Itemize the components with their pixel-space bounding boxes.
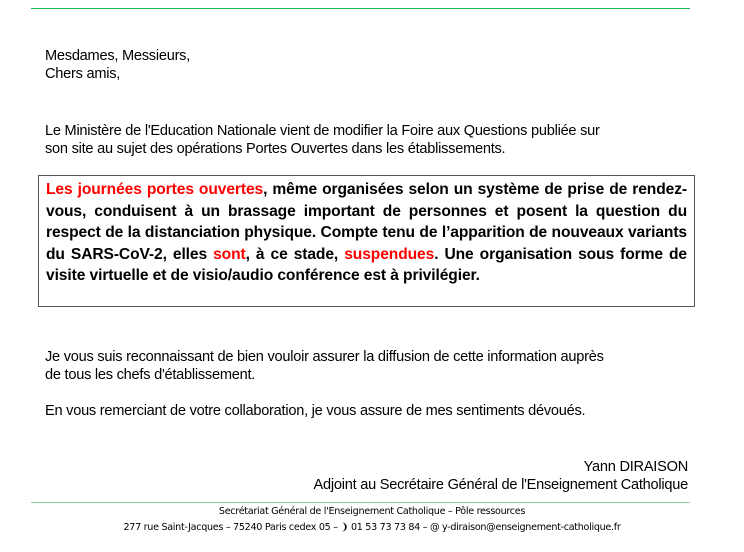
closing-paragraph: En vous remerciant de votre collaboration, je vous assure de mes sentiments dévoués. bbox=[45, 403, 586, 419]
intro-line: Le Ministère de l'Education Nationale vient de modifier la Foire aux Questions publiée sur bbox=[45, 123, 600, 139]
announcement-box bbox=[38, 175, 695, 307]
paragraph-line: Je vous suis reconnaissant de bien vouloir assurer la diffusion de cette information auprès bbox=[45, 349, 604, 365]
footer-contact: 277 rue Saint-Jacques – 75240 Paris cedex 05 – ❩ 01 53 73 73 84 – @ y-diraison@enseignement-catholique.fr bbox=[123, 522, 621, 533]
announcement-text: , même organisées selon un système de prise de rendez-vous, conduisent à un brassage important de personnes et posent la question du respect de la distanciation physique. Compte tenu de l’apparition de nouveaux variants du SARS-CoV-2, elles bbox=[46, 181, 687, 263]
signature-title: Adjoint au Secrétaire Général de l'Enseignement Catholique bbox=[313, 477, 688, 493]
footer-organization: Secrétariat Général de l'Enseignement Catholique – Pôle ressources bbox=[218, 506, 526, 517]
highlight-text: Les journées portes ouvertes bbox=[46, 181, 264, 198]
highlight-text: sont bbox=[213, 245, 246, 263]
announcement-text: , à ce stade, bbox=[245, 245, 345, 263]
highlight-text: suspendues bbox=[344, 245, 435, 263]
header-divider bbox=[31, 8, 690, 9]
greeting-line: Mesdames, Messieurs, bbox=[45, 48, 191, 64]
signature-name: Yann DIRAISON bbox=[583, 459, 688, 475]
announcement-text: . Une organisation sous forme de visite virtuelle et de visio/audio conférence est à privilégier. bbox=[46, 245, 687, 284]
intro-line: son site au sujet des opérations Portes Ouvertes dans les établissements. bbox=[45, 141, 506, 157]
paragraph-line: de tous les chefs d'établissement. bbox=[45, 367, 256, 383]
greeting-line: Chers amis, bbox=[45, 66, 121, 82]
footer-divider bbox=[31, 502, 690, 503]
diffusion-paragraph bbox=[45, 348, 604, 384]
intro-paragraph bbox=[45, 122, 600, 158]
greeting bbox=[45, 47, 190, 83]
